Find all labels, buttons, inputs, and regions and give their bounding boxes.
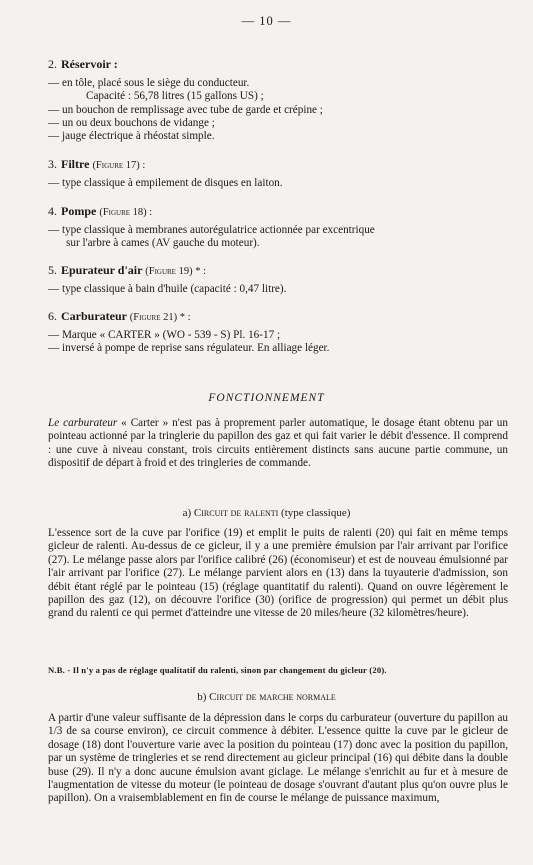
section-title (48, 58, 518, 71)
list-item: — type classique à bain d'huile (capacité : 0,47 litre). (48, 283, 287, 296)
section-number: 4. (48, 204, 57, 218)
section-title (48, 205, 518, 219)
section-number: 6. (48, 309, 57, 323)
section-number: 5. (48, 263, 57, 277)
section-filtre (48, 158, 518, 190)
section-title-text: Filtre (61, 157, 90, 171)
figure-reference: (Figure 21) * : (129, 312, 191, 323)
section-title-text: Carburateur (61, 309, 127, 323)
page-number: — 10 — (241, 14, 292, 28)
section-title (48, 310, 518, 324)
subheading-prefix: a) (182, 507, 192, 519)
list-item-continuation: Capacité : 56,78 litres (15 gallons US) ; (86, 90, 264, 103)
paragraph-circuit-marche-normale: A partir d'une valeur suffisante de la dépression dans le corps du carburateur (ouverture du papillon au 1/3 de sa course environ), ce circuit commence à débiter. L'essence quitte la cuve par le gicleur de dosage (18) dont l'ouverture varie avec la position du pointeau (17) donc avec la position du papillon, par un système de tringleries et se rend directement au gicleur principal (16) qui débite dans la double buse (29). Il n'y a donc aucune émulsion avant giclage. Le mélange s'enrichit au fur et à mesure de l'augmentation de vitesse du moteur (le pointeau de dosage s'ouvrant d'autant plus qu'on ouvre plus le papillon). On a vraisemblablement en fin de course le mélange de puissance maximum, (48, 712, 508, 805)
list-item: — un bouchon de remplissage avec tube de garde et crépine ; (48, 103, 323, 116)
list-item: — type classique à membranes autorégulatrice actionnée par excentrique (48, 224, 375, 237)
section-pompe (48, 205, 518, 251)
section-epurateur (48, 264, 518, 296)
subheading-title: Circuit de marche normale (209, 691, 336, 703)
list-item: — Marque « CARTER » (WO - 539 - S) Pl. 16-17 ; (48, 329, 281, 342)
list-item: — en tôle, placé sous le siège du conducteur. (48, 77, 250, 90)
section-reservoir (48, 58, 518, 143)
section-title-text: Réservoir : (61, 57, 118, 71)
list-item: — type classique à empilement de disques en laiton. (48, 177, 283, 190)
figure-reference: (Figure 19) * : (145, 266, 206, 277)
list-item-continuation: sur l'arbre à cames (AV gauche du moteur). (66, 237, 260, 250)
section-title-text: Epurateur d'air (61, 263, 143, 277)
subheading-prefix: b) (197, 691, 207, 703)
section-title-text: Pompe (61, 204, 97, 218)
section-title (48, 158, 518, 172)
intro-text: « Carter » n'est pas à proprement parler automatique, le dosage étant obtenu par un pointeau actionné par la tringlerie du papillon des gaz et qui fait varier le débit d'essence. Il comprend : une cuve à niveau constant, trois circuits entièrement distincts sans aucune partie commune, un dispositif de départ à froid et des tringleries de commande. (48, 417, 508, 470)
subheading-title: Circuit de ralenti (193, 507, 279, 519)
nota-bene: N.B. - Il n'y a pas de réglage qualitatif du ralenti, sinon par changement du gicleur (20). (48, 665, 387, 675)
subheading-circuit-marche-normale (0, 691, 533, 703)
section-number: 3. (48, 157, 57, 171)
figure-reference: (Figure 18) : (99, 207, 153, 218)
paragraph-circuit-ralenti: L'essence sort de la cuve par l'orifice (19) et emplit le puits de ralenti (20) qui fait en même temps gicleur de ralenti. Au-dessus de ce gicleur, il y a une première émulsion par l'air arrivant par l'orifice (27). Le mélange passe alors par l'orifice calibré (26) (économiseur) et est de nouveau émulsionné par l'air arrivant par l'orifice (27). Le mélange parvient alors en (13) dans la tuyauterie d'admission, son débit étant réglé par le pointeau (15) (réglage quantitatif du ralenti). Quand on ouvre légèrement le papillon des gaz (12), on découvre l'orifice (30) (orifice de progression) qui permet un débit plus grand du ralenti ce qui permet d'atteindre une vitesse de 20 miles/heure (32 kilomètres/heure). (48, 527, 508, 620)
intro-lead: Le carburateur (48, 417, 118, 429)
subheading-suffix: (type classique) (281, 507, 351, 519)
section-number: 2. (48, 57, 57, 71)
section-title (48, 264, 518, 278)
subheading-circuit-ralenti (0, 507, 533, 519)
figure-reference: (Figure 17) : (92, 160, 146, 171)
intro-paragraph (48, 417, 508, 471)
list-item: — jauge électrique à rhéostat simple. (48, 130, 215, 143)
section-carburateur (48, 310, 518, 356)
list-item: — un ou deux bouchons de vidange ; (48, 116, 215, 129)
heading-fonctionnement: FONCTIONNEMENT (208, 392, 325, 404)
list-item: — inversé à pompe de reprise sans régulateur. En alliage léger. (48, 342, 330, 355)
